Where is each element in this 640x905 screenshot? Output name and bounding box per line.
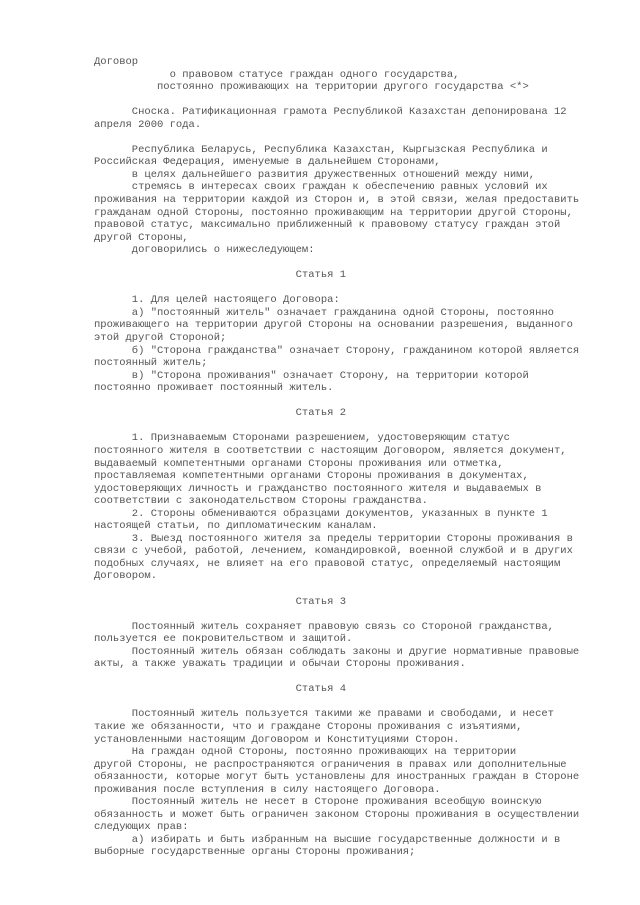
text-line: 1. Признаваемым Сторонами разрешением, удостоверяющим статус [94, 432, 510, 445]
text-line: акты, а также уважать традиции и обычаи Стороны проживания. [94, 658, 466, 671]
text-line: Постоянный житель не несет в Стороне проживания всеобщую воинскую [94, 796, 542, 809]
text-line: в целях дальнейшего развития дружественных отношений между ними, [94, 168, 536, 181]
blank-line [94, 257, 579, 270]
text-line: обязанность и может быть ограничен законом Стороны проживания в осуществлении [94, 808, 580, 821]
text-line: проживания на территории каждой из Сторон и, в этой связи, желая предоставить [94, 194, 580, 207]
text-line: Договором. [94, 570, 158, 583]
text-line: 3. Выезд постоянного жителя за пределы территории Стороны проживания в [94, 532, 573, 545]
treaty-document [94, 56, 579, 859]
text-line: б) "Сторона гражданства" означает Сторону, гражданином которой является [94, 344, 580, 357]
text-line: удостоверяющих личность и гражданство постоянного жителя и выдаваемых в [94, 482, 542, 495]
text-line: проживающего на территории другой Стороны на основании разрешения, выданного [94, 319, 573, 332]
text-line: Постоянный житель сохраняет правовую связь со Стороной гражданства, [94, 620, 554, 633]
text-line: этой другой Стороной; [94, 332, 227, 345]
text-line: настоящей статьи, по дипломатическим каналам. [94, 520, 378, 533]
text-line: установленными настоящим Договором и Конституциями Сторон. [94, 733, 460, 746]
text-line: следующих прав: [94, 821, 189, 834]
blank-line [94, 395, 579, 408]
blank-line [94, 671, 579, 684]
text-line: Республика Беларусь, Республика Казахстан, Кыргызская Республика и [94, 143, 548, 156]
text-line: выборные государственные органы Стороны проживания; [94, 846, 416, 859]
text-line: а) "постоянный житель" означает гражданина одной Стороны, постоянно [94, 306, 554, 319]
text-line: другой Стороны, [94, 231, 189, 244]
article-heading: Статья 4 [94, 683, 347, 696]
text-line: пользуется ее покровительством и защитой. [94, 633, 353, 646]
text-line: такие же обязанности, что и граждане Стороны проживания с изъятиями, [94, 720, 523, 733]
text-line: выдаваемый компетентными органами Стороны проживания или отметка, [94, 457, 504, 470]
article-heading: Статья 3 [94, 595, 347, 608]
text-line: На граждан одной Стороны, постоянно проживающих на территории [94, 746, 517, 759]
text-line: связи с учебой, работой, лечением, командировкой, военной службой и в других [94, 545, 573, 558]
blank-line [94, 420, 579, 433]
blank-line [94, 696, 579, 709]
text-line: постоянный житель; [94, 357, 208, 370]
text-line: в) "Сторона проживания" означает Сторону, на территории которой [94, 369, 529, 382]
blank-line [94, 608, 579, 621]
text-line: о правовом статусе граждан одного государства, [94, 68, 460, 81]
text-line: стремясь в интересах своих граждан к обеспечению равных условий их [94, 181, 548, 194]
text-line: договорились о нижеследующем: [94, 244, 315, 257]
text-line: постоянного жителя в соответствии с настоящим Договором, является документ, [94, 444, 567, 457]
text-line: обязанности, которые могут быть установлены для иностранных граждан в Стороне [94, 771, 580, 784]
text-line: апреля 2000 года. [94, 118, 202, 131]
text-line: а) избирать и быть избранным на высшие государственные должности и в [94, 833, 561, 846]
text-line: Постоянный житель обязан соблюдать законы и другие нормативные правовые [94, 645, 580, 658]
text-line: постоянно проживает постоянный житель. [94, 382, 334, 395]
text-line: правовой статус, максимально приближенный к правовому статусу граждан этой [94, 219, 561, 232]
text-line: 1. Для целей настоящего Договора: [94, 294, 340, 307]
text-line: подобных случаях, не влияет на его правовой статус, определяемый настоящим [94, 557, 561, 570]
text-line: проставляемая компетентными органами Стороны проживания в документах, [94, 470, 529, 483]
blank-line [94, 94, 579, 107]
text-line: другой Стороны, не распространяются ограничения в правах или дополнительные [94, 758, 567, 771]
blank-line [94, 282, 579, 295]
text-line: проживания после вступления в силу настоящего Договора. [94, 783, 441, 796]
text-line: Договор [94, 56, 139, 68]
text-line: постоянно проживающих на территории другого государства <*> [94, 81, 529, 94]
text-line: Постоянный житель пользуется такими же правами и свободами, и несет [94, 708, 554, 721]
text-line: соответствии с законодательством Стороны гражданства. [94, 495, 428, 508]
text-line: 2. Стороны обмениваются образцами документов, указанных в пункте 1 [94, 507, 548, 520]
blank-line [94, 583, 579, 596]
text-line: гражданам одной Стороны, постоянно проживающим на территории другой Стороны, [94, 206, 573, 219]
article-heading: Статья 2 [94, 407, 347, 420]
article-heading: Статья 1 [94, 269, 347, 282]
footnote-line: Сноска. Ратификационная грамота Республикой Казахстан депонирована 12 [94, 106, 567, 119]
blank-line [94, 131, 579, 144]
text-line: Российская Федерация, именуемые в дальнейшем Сторонами, [94, 156, 441, 169]
